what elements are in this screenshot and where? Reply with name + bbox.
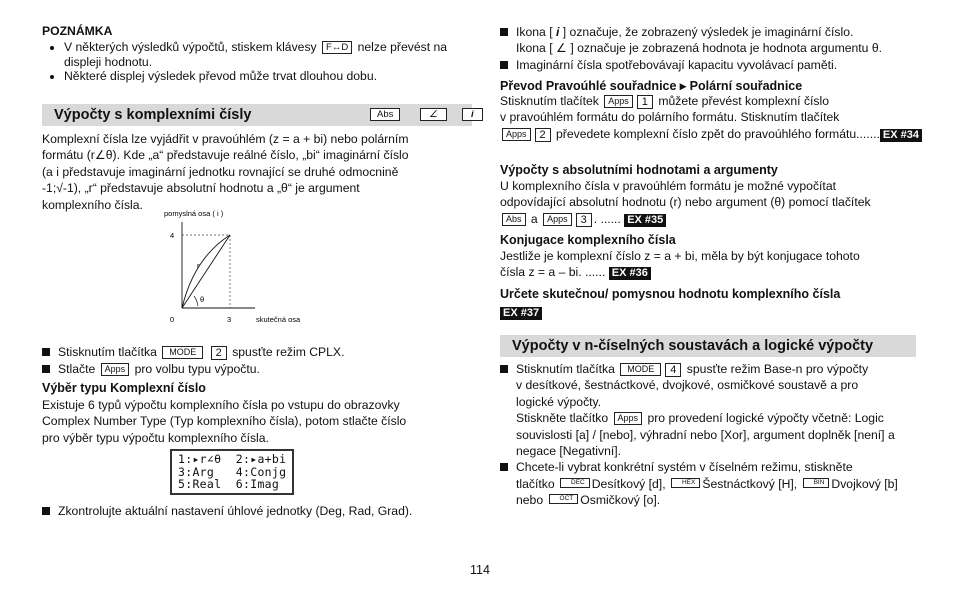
note-title: POZNÁMKA	[42, 24, 113, 38]
imaginary-key[interactable]: i	[462, 108, 483, 121]
bullet-square	[42, 348, 50, 356]
section-title: Výpočty s komplexními čísly	[54, 107, 252, 123]
conj-title: Konjugace komplexního čísla	[500, 233, 676, 247]
y-axis-label: pomyslná osa ( i )	[164, 209, 224, 218]
calculator-display: 1:▸r∠θ 2:▸a+bi 3:Arg 4:Conjg 5:Real 6:Imag	[170, 449, 294, 495]
check-line: Zkontrolujte aktuální nastavení úhlové jednotky (Deg, Rad, Grad).	[42, 503, 412, 519]
conj-paragraph: Jestliže je komplexní číslo z = a + bi, měla by být konjugace tohoto čísla z = a – bi. ...... EX #36	[500, 249, 860, 280]
apps-key[interactable]: Apps	[101, 363, 130, 376]
example-badge[interactable]: EX #34	[880, 129, 922, 142]
theta-label: θ	[200, 295, 205, 304]
mode-key[interactable]: MODE	[620, 363, 661, 376]
bullet-square	[42, 365, 50, 373]
oct-key[interactable]: OCT	[549, 494, 579, 504]
bullet-square	[500, 61, 508, 69]
mode-line: Stisknutím tlačítka MODE 2 spusťte režim CPLX.	[42, 344, 344, 360]
two-key[interactable]: 2	[535, 128, 551, 142]
imaginary-indicator-icon: i	[555, 25, 560, 39]
conversion-title: Převod Pravoúhlé souřadnice ▸ Polární souřadnice	[500, 79, 803, 93]
intro-paragraph: Komplexní čísla lze vyjádřit v pravoúhlém (z = a + bi) nebo polárním formátu (r∠θ). Kde „a“ představuje reálné číslo, „bi“ imaginární číslo (a i představuje imaginární jednotku rovnající se druhé odmocnině -1;√-1), „r“ představuje absolutní hodnotu a „θ“ je argument komplexního čísla.	[42, 132, 409, 212]
two-key[interactable]: 2	[211, 346, 227, 360]
apps-line: Stlačte Apps pro volbu typu výpočtu.	[42, 361, 260, 377]
angle-key[interactable]: ∠	[420, 108, 447, 121]
dec-key[interactable]: DEC	[560, 478, 590, 488]
type-title: Výběr typu Komplexní číslo	[42, 381, 206, 395]
mode-key[interactable]: MODE	[162, 346, 203, 359]
bullet-square	[500, 28, 508, 36]
four-key[interactable]: 4	[665, 363, 681, 377]
x-axis-label: skutečná osa	[256, 315, 301, 324]
hex-key[interactable]: HEX	[671, 478, 700, 488]
real-title: Určete skutečnou/ pomysnou hodnotu komplexního čísla	[500, 287, 841, 301]
abs-key[interactable]: Abs	[502, 213, 526, 226]
r-vector	[182, 235, 230, 308]
note-item: • V některých výsledků výpočtů, stiskem klávesy F↔D nelze převést na displeji hodnotu.	[64, 40, 484, 69]
theta-arc	[194, 296, 198, 306]
apps-key[interactable]: Apps	[604, 95, 633, 108]
bullet-square	[500, 365, 508, 373]
absval-paragraph: U komplexního čísla v pravoúhlém formátu je možné vypočítat odpovídající absolutní hodnotu (r) nebo argument (θ) pomocí tlačítek Abs a Apps 3 . ...... EX #35	[500, 179, 871, 226]
one-key[interactable]: 1	[637, 95, 653, 109]
example-badge[interactable]: EX #35	[624, 214, 666, 227]
apps-key[interactable]: Apps	[543, 213, 572, 226]
note-item: • Některé displej výsledek převod může trvat dlouhou dobu.	[64, 69, 484, 84]
absval-title: Výpočty s absolutními hodnotami a argumenty	[500, 163, 778, 177]
origin-label: 0	[170, 315, 175, 324]
three-key[interactable]: 3	[576, 213, 592, 227]
page-number: 114	[470, 563, 490, 577]
angle-indicator-icon: ∠	[555, 41, 567, 56]
bullet-square	[42, 507, 50, 515]
section-banner-complex	[42, 104, 472, 126]
abs-key[interactable]: Abs	[370, 108, 400, 121]
note-list	[42, 40, 484, 84]
type-paragraph: Existuje 6 typů výpočtu komplexního čísla po vstupu do obrazovky Complex Number Type (Typ komplexního čísla), potom stlačte číslo pro výběr typu výpočtu komplexního čísla.	[42, 398, 407, 445]
example-badge[interactable]: EX #37	[500, 307, 542, 320]
example-badge[interactable]: EX #36	[609, 267, 651, 280]
apps-key[interactable]: Apps	[614, 412, 643, 425]
f-d-key[interactable]: F↔D	[322, 41, 352, 54]
base-paragraph: Stisknutím tlačítka MODE 4 spusťte režim Base-n pro výpočty v desítkové, šestnáctkové, dvojkové, osmičkové soustavě a pro logické výpočty. Stiskněte tlačítko Apps pro provedení logické výpočty včetně: Logic souvislosti [a] / [nebo], výhradní nebo [Xor], argument doplněk [není] a negace [Negativní]. Chcete-li vybrat konkrétní systém v číselném režimu, stiskněte tlačítko DEC Desítkový [d], HEX Šestnáctkový [H], BIN Dvojkový [b] nebo OCT Osmičkový [o].	[500, 361, 940, 509]
x-tick-label: 3	[227, 315, 232, 324]
section-title: Výpočty v n-číselných soustavách a logické výpočty	[512, 338, 874, 354]
bullet-square	[500, 463, 508, 471]
section-banner-base-n	[500, 335, 916, 357]
conversion-paragraph: Stisknutím tlačítek Apps 1 můžete převést komplexní číslo v pravoúhlém formátu do polárního formátu. Stisknutím tlačítek Apps 2 převedete komplexní číslo zpět do pravoúhlého formátu....... EX #34	[500, 93, 940, 142]
r-label: r	[197, 261, 200, 270]
y-tick-label: 4	[170, 231, 175, 240]
bin-key[interactable]: BIN	[803, 478, 830, 488]
apps-key[interactable]: Apps	[502, 128, 531, 141]
icon-notes: Ikona [ i ] označuje, že zobrazený výsledek je imaginární číslo. Ikona [ ∠ ] označuje je zobrazená hodnota je hodnota argumentu θ. Imaginární čísla spotřebovávají kapacitu vyvolávací paměti.	[500, 24, 930, 73]
complex-plane-diagram	[160, 206, 330, 328]
